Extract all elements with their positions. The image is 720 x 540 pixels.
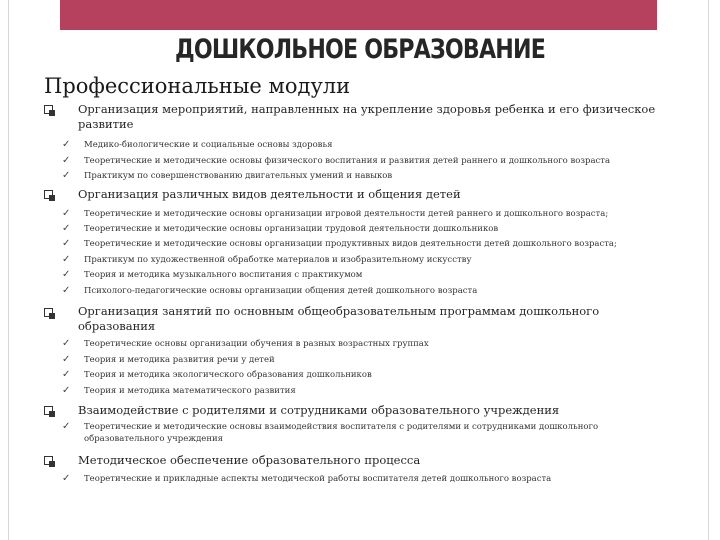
list-item: Теория и методика музыкального воспитания с практикумом	[84, 270, 363, 280]
square-bullet-icon	[44, 456, 53, 465]
list-item: Теория и методика развития речи у детей	[84, 355, 275, 365]
list-item: Теоретические и методические основы организации трудовой деятельности дошкольников	[84, 224, 499, 234]
list-item: Теоретические и методические основы взаимодействия воспитателя с родителями и сотрудниками дошкольного образовательного учреждения	[84, 422, 599, 444]
section-title: Организация мероприятий, направленных на укрепление здоровья ребенка и его физическое развитие	[78, 102, 656, 131]
square-bullet-icon	[44, 190, 53, 199]
list-item: Медико-биологические и социальные основы здоровья	[84, 140, 333, 150]
checkmark-icon: ✓	[62, 208, 71, 219]
list-item: Практикум по совершенствованию двигательных умений и навыков	[84, 171, 393, 181]
checkmark-icon: ✓	[62, 338, 71, 349]
square-bullet-icon	[44, 105, 53, 114]
list-item: Психолого-педагогические основы организации общения детей дошкольного возраста	[84, 286, 478, 296]
checkmark-icon: ✓	[62, 139, 71, 150]
checkmark-icon: ✓	[62, 369, 71, 380]
list-item: Теоретические и прикладные аспекты методической работы воспитателя детей дошкольного возраста	[84, 474, 552, 484]
list-item: Теория и методика экологического образования дошкольников	[84, 370, 372, 380]
checkmark-icon: ✓	[62, 254, 71, 265]
checkmark-icon: ✓	[62, 354, 71, 365]
checkmark-icon: ✓	[62, 155, 71, 166]
list-item: Теоретические и методические основы организации продуктивных видов деятельности детей дошкольного возраста;	[84, 239, 617, 249]
checkmark-icon: ✓	[62, 421, 71, 432]
list-item: Теоретические и методические основы физического воспитания и развития детей раннего и дошкольного возраста	[84, 156, 611, 166]
checkmark-icon: ✓	[62, 170, 71, 181]
list-item: Теоретические и методические основы организации игровой деятельности детей раннего и дошкольного возраста;	[84, 209, 609, 219]
section-title: Организация различных видов деятельности и общения детей	[78, 187, 461, 201]
checkmark-icon: ✓	[62, 223, 71, 234]
checkmark-icon: ✓	[62, 285, 71, 296]
list-item: Теория и методика математического развития	[84, 386, 296, 396]
checkmark-icon: ✓	[62, 238, 71, 249]
section-title: Методическое обеспечение образовательного процесса	[78, 453, 421, 467]
page-subtitle: Профессиональные модули	[44, 74, 351, 98]
page-title: ДОШКОЛЬНОЕ ОБРАЗОВАНИЕ	[174, 34, 546, 65]
section-title: Организация занятий по основным общеобразовательным программам дошкольного образования	[78, 304, 600, 333]
square-bullet-icon	[44, 406, 53, 415]
square-bullet-icon	[44, 308, 53, 317]
list-item: Теоретические основы организации обучения в разных возрастных группах	[84, 339, 429, 349]
checkmark-icon: ✓	[62, 385, 71, 396]
list-item: Практикум по художественной обработке материалов и изобразительному искусству	[84, 255, 472, 265]
checkmark-icon: ✓	[62, 473, 71, 484]
checkmark-icon: ✓	[62, 269, 71, 280]
section-title: Взаимодействие с родителями и сотрудниками образовательного учреждения	[78, 403, 560, 417]
